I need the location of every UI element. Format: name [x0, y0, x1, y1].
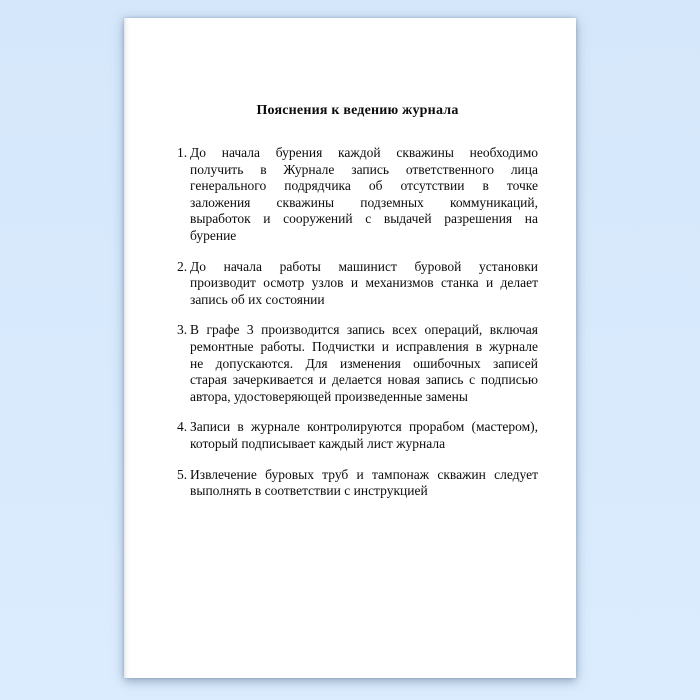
text-line: Записи в журнале контролируются прорабом (мастером), — [190, 419, 538, 435]
text-line: ремонтные работы. Подчистки и исправления в журнале — [190, 338, 538, 354]
list-item-3 — [177, 322, 538, 405]
list-item-number: 2. — [177, 258, 188, 274]
text-line: заложения скважины подземных коммуникаций, — [190, 194, 538, 210]
text-line: запись об их состоянии — [190, 291, 325, 307]
text-line: выполнять в соответствии с инструкцией — [190, 483, 428, 499]
text-line: который подписывает каждый лист журнала — [190, 435, 446, 451]
text-line: не допускаются. Для изменения ошибочных записей — [190, 355, 538, 371]
list-item-number: 4. — [177, 419, 188, 435]
text-line: До начала работы машинист буровой установки — [190, 258, 538, 274]
text-line: старая зачеркивается и делается новая запись с подписью — [190, 372, 538, 388]
text-line: получить в Журнале запись ответственного лица — [190, 161, 538, 177]
text-line: автора, удостоверяющей произведенные замены — [190, 388, 468, 404]
list-item-number: 1. — [177, 145, 188, 160]
list-item-5 — [177, 467, 538, 500]
text-line: бурение — [190, 227, 237, 243]
list-item-number: 3. — [177, 322, 188, 338]
numbered-list — [177, 145, 538, 500]
list-item-4 — [177, 419, 538, 452]
text-line: До начала бурения каждой скважины необходимо — [190, 145, 538, 160]
document-title: Пояснения к ведению журнала — [256, 103, 459, 118]
list-item-2 — [177, 259, 538, 309]
text-line: производит осмотр узлов и механизмов станка и делает — [190, 275, 538, 291]
text-line: генерального подрядчика об отсутствии в точке — [190, 178, 538, 194]
document-page — [124, 18, 576, 678]
list-item-number: 5. — [177, 466, 188, 482]
list-item-1 — [177, 145, 538, 245]
text-line: В графе 3 производится запись всех операций, включая — [190, 322, 538, 338]
text-line: Извлечение буровых труб и тампонаж скважин следует — [190, 466, 538, 482]
text-line: выработок и сооружений с выдачей разрешения на — [190, 211, 538, 227]
